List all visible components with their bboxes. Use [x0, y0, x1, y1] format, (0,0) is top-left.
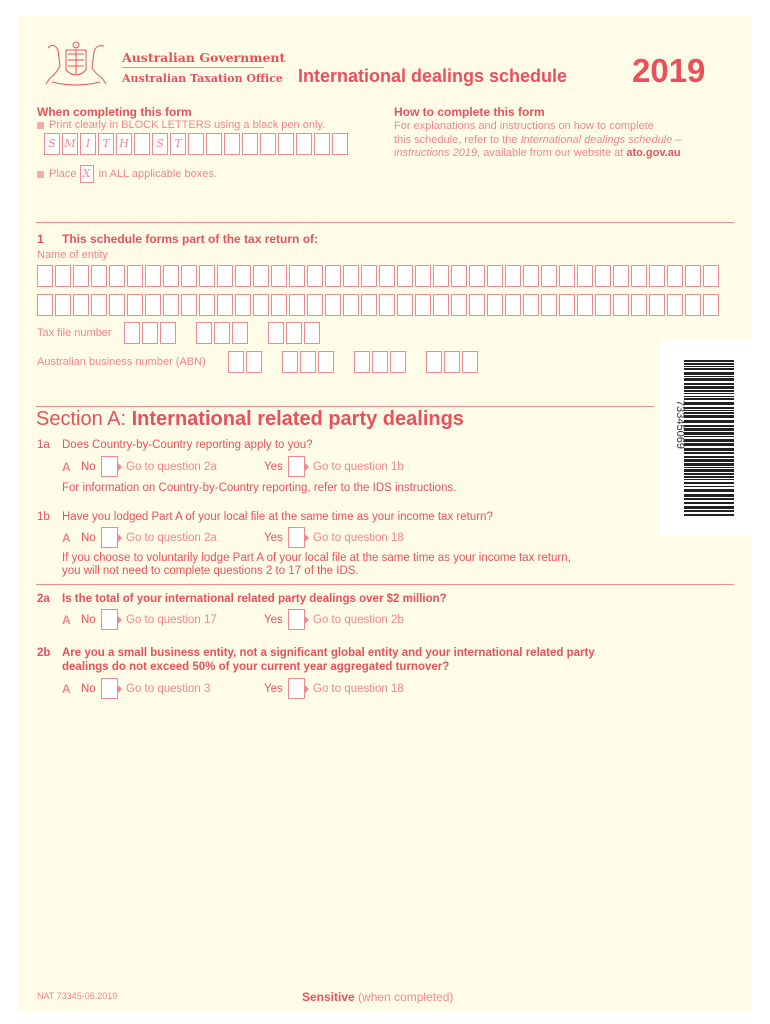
- name-char-box[interactable]: [433, 265, 449, 287]
- barcode-bar: [684, 467, 734, 468]
- barcode-bar: [684, 510, 734, 512]
- q1b-note-2: you will not need to complete questions 2 to 17 of the IDS.: [62, 565, 359, 577]
- barcode-bar: [684, 398, 734, 400]
- name-char-box[interactable]: [181, 265, 197, 287]
- name-char-box[interactable]: [631, 294, 647, 316]
- name-char-box[interactable]: [91, 294, 107, 316]
- barcode-number: 73345069: [674, 400, 686, 449]
- barcode-bar: [684, 363, 734, 365]
- name-char-box[interactable]: [91, 265, 107, 287]
- howto-text: For explanations and instructions on how to complete this schedule, refer to the International dealings schedule – instructions 2019, available from our website at ato.gov.au: [394, 120, 682, 159]
- q1b-note-1: If you choose to voluntarily lodge Part A of your local file at the same time as your income tax return,: [62, 552, 571, 564]
- name-char-box[interactable]: [649, 294, 665, 316]
- name-entity-row-2[interactable]: [37, 294, 721, 316]
- q1-number: 1: [37, 232, 44, 246]
- name-char-box[interactable]: [379, 294, 395, 316]
- q2b-label-a: A: [62, 682, 71, 696]
- name-char-box[interactable]: [199, 265, 215, 287]
- name-char-box[interactable]: [325, 265, 341, 287]
- barcode-bar: [684, 412, 734, 414]
- barcode-bar: [684, 439, 734, 442]
- name-char-box[interactable]: [361, 265, 377, 287]
- q2b-text-2: dealings do not exceed 50% of your current year aggregated turnover?: [62, 661, 450, 673]
- q2a-no-label: No: [81, 614, 96, 626]
- name-char-box[interactable]: [415, 294, 431, 316]
- name-char-box[interactable]: [127, 294, 143, 316]
- barcode-bar: [684, 383, 734, 385]
- name-entity-row-1[interactable]: [37, 265, 721, 287]
- barcode-bar: [684, 368, 734, 370]
- q1a-text: Does Country-by-Country reporting apply to you?: [62, 439, 313, 451]
- q2a-number: 2a: [37, 593, 50, 605]
- name-char-box[interactable]: [235, 265, 251, 287]
- name-char-box[interactable]: [487, 294, 503, 316]
- name-char-box[interactable]: [235, 294, 251, 316]
- barcode-bar: [684, 479, 734, 480]
- name-char-box[interactable]: [271, 265, 287, 287]
- name-char-box[interactable]: [253, 265, 269, 287]
- abn-label: Australian business number (ABN): [37, 356, 206, 368]
- barcode-bar: [684, 420, 734, 423]
- q2a-yes-goto: Go to question 2b: [313, 614, 404, 626]
- q1a-label-a: A: [62, 460, 71, 474]
- name-char-box[interactable]: [271, 294, 287, 316]
- gov-name: Australian Government: [122, 50, 286, 65]
- name-char-box[interactable]: [163, 294, 179, 316]
- name-char-box[interactable]: [307, 265, 323, 287]
- q2a-yes-label: Yes: [264, 614, 283, 626]
- barcode: [684, 360, 734, 520]
- barcode-bar: [684, 482, 734, 484]
- q1b-no-goto: Go to question 2a: [126, 532, 217, 544]
- barcode-bar: [684, 393, 734, 394]
- name-char-box[interactable]: [541, 294, 557, 316]
- barcode-bar: [684, 378, 734, 381]
- name-char-box[interactable]: [505, 294, 521, 316]
- ato-name: Australian Taxation Office: [122, 72, 283, 85]
- name-char-box[interactable]: [559, 265, 575, 287]
- form-year: 2019: [632, 52, 706, 89]
- barcode-bar: [684, 502, 734, 504]
- q1a-no-label: No: [81, 461, 96, 473]
- barcode-bar: [684, 436, 734, 437]
- q2a-yes-checkbox[interactable]: [288, 609, 305, 630]
- name-char-box[interactable]: [307, 294, 323, 316]
- name-label: Name of entity: [37, 249, 108, 261]
- q1a-yes-checkbox[interactable]: [288, 456, 305, 477]
- name-char-box[interactable]: [685, 265, 701, 287]
- name-char-box[interactable]: [325, 294, 341, 316]
- name-char-box[interactable]: [199, 294, 215, 316]
- abn-input[interactable]: [228, 351, 480, 373]
- q1-text: This schedule forms part of the tax return of:: [62, 232, 319, 246]
- barcode-bar: [684, 366, 734, 367]
- section-a-heading: Section A: International related party dealings: [36, 408, 464, 430]
- barcode-bar: [684, 396, 734, 397]
- name-char-box[interactable]: [667, 265, 683, 287]
- name-char-box[interactable]: [469, 294, 485, 316]
- q1b-no-checkbox[interactable]: [101, 527, 118, 548]
- name-char-box[interactable]: [217, 265, 233, 287]
- name-char-box[interactable]: [289, 294, 305, 316]
- completing-heading: When completing this form: [37, 105, 192, 119]
- name-char-box[interactable]: [361, 294, 377, 316]
- name-char-box[interactable]: [433, 294, 449, 316]
- name-char-box[interactable]: [163, 265, 179, 287]
- name-char-box[interactable]: [469, 265, 485, 287]
- q1b-no-label: No: [81, 532, 96, 544]
- q2b-no-checkbox[interactable]: [101, 678, 118, 699]
- name-char-box[interactable]: [289, 265, 305, 287]
- q1a-no-checkbox[interactable]: [101, 456, 118, 477]
- barcode-bar: [684, 506, 734, 509]
- barcode-bar: [684, 514, 734, 516]
- name-char-box[interactable]: [181, 294, 197, 316]
- barcode-bar: [684, 425, 734, 427]
- footer-code: NAT 73345-06.2019: [37, 991, 118, 1001]
- barcode-bar: [684, 448, 734, 451]
- q1b-number: 1b: [37, 511, 50, 523]
- name-char-box[interactable]: [541, 265, 557, 287]
- name-char-box[interactable]: [613, 294, 629, 316]
- barcode-bar: [684, 415, 734, 418]
- q2b-yes-checkbox[interactable]: [288, 678, 305, 699]
- q1b-label-a: A: [62, 531, 71, 545]
- name-char-box[interactable]: [397, 265, 413, 287]
- name-char-box[interactable]: [397, 294, 413, 316]
- q2a-no-goto: Go to question 17: [126, 614, 217, 626]
- q2b-text-1: Are you a small business entity, not a significant global entity and your international related party: [62, 647, 595, 659]
- q1a-note: For information on Country-by-Country reporting, refer to the IDS instructions.: [62, 482, 457, 494]
- form-title: International dealings schedule: [298, 66, 568, 86]
- example-letter-boxes: S M I T H S T: [44, 133, 350, 155]
- q2b-no-label: No: [81, 683, 96, 695]
- barcode-bar: [684, 456, 734, 458]
- name-char-box[interactable]: [631, 265, 647, 287]
- barcode-bar: [684, 402, 734, 405]
- q1a-no-goto: Go to question 2a: [126, 461, 217, 473]
- barcode-bar: [684, 407, 734, 409]
- name-char-box[interactable]: [559, 294, 575, 316]
- q1b-text: Have you lodged Part A of your local file at the same time as your income tax return?: [62, 511, 493, 523]
- barcode-bar: [684, 489, 734, 492]
- name-char-box[interactable]: [451, 265, 467, 287]
- howto-heading: How to complete this form: [394, 105, 545, 119]
- tfn-input[interactable]: [124, 322, 322, 344]
- q2b-no-goto: Go to question 3: [126, 683, 211, 695]
- barcode-bar: [684, 486, 734, 487]
- q2a-label-a: A: [62, 613, 71, 627]
- name-char-box[interactable]: [37, 294, 53, 316]
- name-char-box[interactable]: [127, 265, 143, 287]
- barcode-bar: [684, 463, 734, 466]
- name-char-box[interactable]: [649, 265, 665, 287]
- q1b-yes-checkbox[interactable]: [288, 527, 305, 548]
- name-char-box[interactable]: [685, 294, 701, 316]
- q1b-yes-goto: Go to question 18: [313, 532, 404, 544]
- completing-bullet-2: Place X in ALL applicable boxes.: [37, 165, 217, 183]
- q2b-number: 2b: [37, 647, 51, 659]
- name-char-box[interactable]: [577, 265, 593, 287]
- q1a-yes-label: Yes: [264, 461, 283, 473]
- q1b-yes-label: Yes: [264, 532, 283, 544]
- name-char-box[interactable]: [577, 294, 593, 316]
- name-char-box[interactable]: [217, 294, 233, 316]
- barcode-bar: [684, 494, 734, 497]
- name-char-box[interactable]: [379, 265, 395, 287]
- barcode-bar: [684, 390, 734, 392]
- name-char-box[interactable]: [451, 294, 467, 316]
- barcode-bar: [684, 360, 734, 362]
- q2a-text: Is the total of your international related party dealings over $2 million?: [62, 593, 447, 605]
- name-char-box[interactable]: [595, 294, 611, 316]
- name-char-box[interactable]: [487, 265, 503, 287]
- name-char-box[interactable]: [415, 265, 431, 287]
- name-char-box[interactable]: [613, 265, 629, 287]
- q2a-no-checkbox[interactable]: [101, 609, 118, 630]
- barcode-bar: [684, 376, 734, 377]
- tfn-label: Tax file number: [37, 327, 112, 339]
- name-char-box[interactable]: [37, 265, 53, 287]
- name-char-box[interactable]: [703, 294, 719, 316]
- barcode-bar: [684, 469, 734, 472]
- q2b-yes-label: Yes: [264, 683, 283, 695]
- name-char-box[interactable]: [73, 294, 89, 316]
- q1a-number: 1a: [37, 439, 50, 451]
- completing-bullet-1: Print clearly in BLOCK LETTERS using a black pen only.: [37, 119, 325, 131]
- name-char-box[interactable]: [505, 265, 521, 287]
- q2b-yes-goto: Go to question 18: [313, 683, 404, 695]
- barcode-bar: [684, 452, 734, 454]
- barcode-bar: [684, 476, 734, 478]
- barcode-bar: [684, 410, 734, 411]
- name-char-box[interactable]: [55, 265, 71, 287]
- name-char-box[interactable]: [343, 294, 359, 316]
- barcode-bar: [684, 459, 734, 462]
- barcode-bar: [684, 386, 734, 389]
- barcode-bar: [684, 498, 734, 500]
- barcode-bar: [684, 443, 734, 446]
- name-char-box[interactable]: [595, 265, 611, 287]
- name-char-box[interactable]: [343, 265, 359, 287]
- name-char-box[interactable]: [109, 265, 125, 287]
- name-char-box[interactable]: [523, 265, 539, 287]
- coat-of-arms-icon: [38, 40, 114, 88]
- barcode-bar: [684, 372, 734, 375]
- name-char-box[interactable]: [145, 294, 161, 316]
- barcode-bar: [684, 432, 734, 435]
- barcode-bar: [684, 473, 734, 475]
- q1a-yes-goto: Go to question 1b: [313, 461, 404, 473]
- name-char-box[interactable]: [523, 294, 539, 316]
- name-char-box[interactable]: [55, 294, 71, 316]
- name-char-box[interactable]: [667, 294, 683, 316]
- name-char-box[interactable]: [253, 294, 269, 316]
- barcode-bar: [684, 428, 734, 431]
- name-char-box[interactable]: [109, 294, 125, 316]
- name-char-box[interactable]: [145, 265, 161, 287]
- name-char-box[interactable]: [73, 265, 89, 287]
- name-char-box[interactable]: [703, 265, 719, 287]
- footer-sensitive: Sensitive (when completed): [302, 990, 454, 1004]
